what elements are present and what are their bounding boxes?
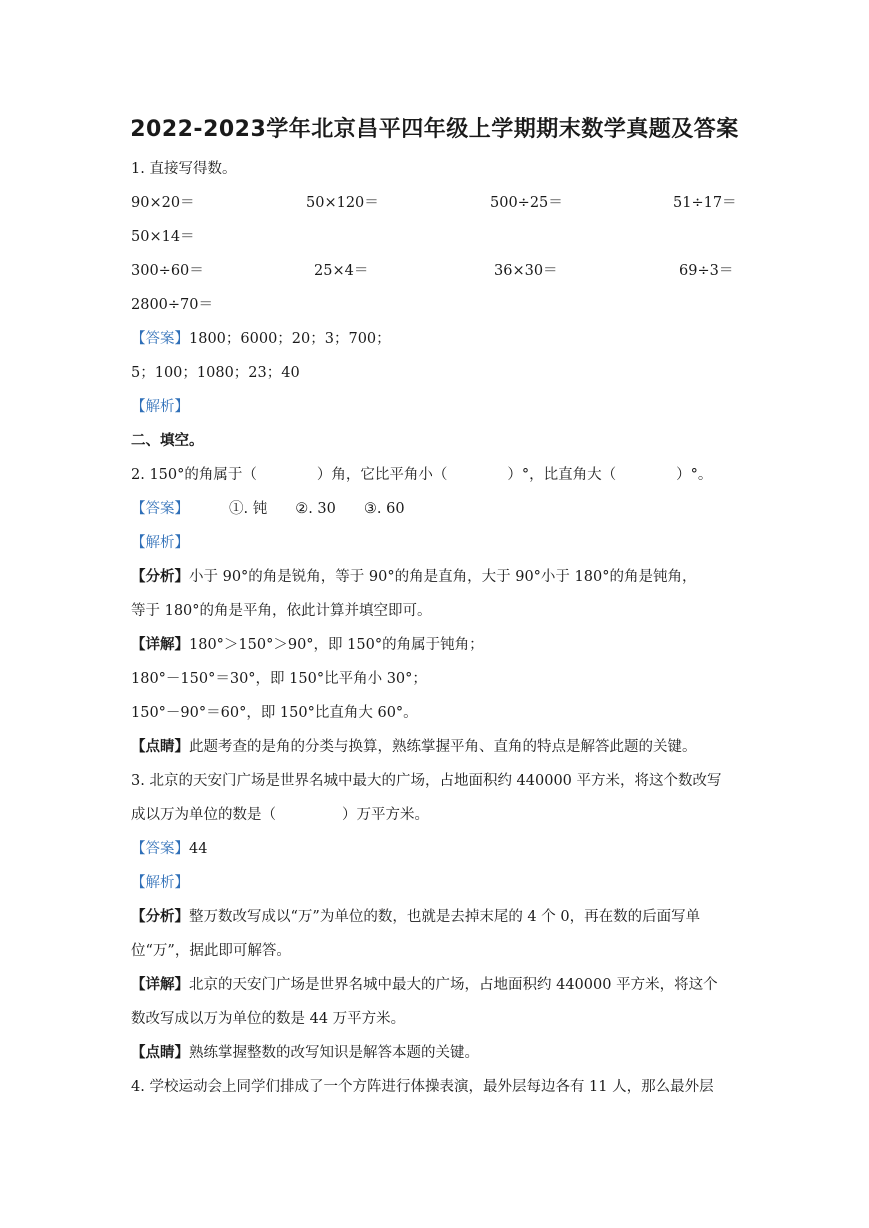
q2-text: ）°，比直角大（ xyxy=(507,467,617,483)
q1-heading: 1. 直接写得数。 xyxy=(131,161,237,177)
q3-analysis-tag: 【解析】 xyxy=(131,875,189,891)
q2-answer xyxy=(131,499,405,519)
answer-option: ③. 60 xyxy=(363,501,405,517)
q2-xiangjie xyxy=(131,635,484,655)
q2-analysis-tag: 【解析】 xyxy=(131,535,189,551)
answer-option: ②. 30 xyxy=(295,501,336,517)
xiangjie-text: 180°＞150°＞90°，即 150°的角属于钝角； xyxy=(189,637,484,653)
q2-fenxi xyxy=(131,567,696,587)
answer-tag: 【答案】 xyxy=(131,841,189,857)
q2-fenxi-cont: 等于 180°的角是平角，依此计算并填空即可。 xyxy=(131,603,432,619)
q1-analysis-tag: 【解析】 xyxy=(131,399,189,415)
xiangjie-tag: 【详解】 xyxy=(131,977,189,993)
answer-tag: 【答案】 xyxy=(131,501,189,517)
q3-xiangjie xyxy=(131,975,718,995)
answer-text: 1800；6000；20；3；700； xyxy=(189,331,391,347)
q1-expr: 50×14＝ xyxy=(131,229,195,245)
q3-text: 成以万为单位的数是（ xyxy=(131,807,276,823)
q3-answer xyxy=(131,839,207,859)
q1-expr: 500÷25＝ xyxy=(490,195,563,211)
q1-expr: 25×4＝ xyxy=(314,263,369,279)
q2-text: ）°。 xyxy=(676,467,713,483)
fenxi-tag: 【分析】 xyxy=(131,909,189,925)
answer-tag: 【答案】 xyxy=(131,331,189,347)
q2-xiangjie-cont: 150°－90°＝60°，即 150°比直角大 60°。 xyxy=(131,705,418,721)
answer-text: 44 xyxy=(189,841,208,857)
q2-xiangjie-cont: 180°－150°＝30°，即 150°比平角小 30°； xyxy=(131,671,427,687)
fenxi-tag: 【分析】 xyxy=(131,569,189,585)
q3-question-cont xyxy=(131,805,429,825)
fenxi-text: 整万数改写成以“万”为单位的数，也就是去掉末尾的 4 个 0，再在数的后面写单 xyxy=(189,909,701,925)
q1-expr: 90×20＝ xyxy=(131,195,195,211)
q3-fenxi-cont: 位“万”，据此即可解答。 xyxy=(131,943,291,959)
q3-text: ）万平方米。 xyxy=(342,807,429,823)
q1-expr: 50×120＝ xyxy=(306,195,379,211)
q1-expr: 69÷3＝ xyxy=(679,263,734,279)
q1-expr: 2800÷70＝ xyxy=(131,297,214,313)
q3-xiangjie-cont: 数改写成以万为单位的数是 44 万平方米。 xyxy=(131,1011,406,1027)
dianjing-text: 熟练掌握整数的改写知识是解答本题的关键。 xyxy=(189,1045,479,1061)
q2-text: ）角，它比平角小（ xyxy=(316,467,448,483)
xiangjie-text: 北京的天安门广场是世界名城中最大的广场，占地面积约 440000 平方米，将这个 xyxy=(189,977,718,993)
fenxi-text: 小于 90°的角是锐角，等于 90°的角是直角，大于 90°小于 180°的角是钝角， xyxy=(189,569,697,585)
dianjing-tag: 【点睛】 xyxy=(131,739,189,755)
q3-fenxi xyxy=(131,907,700,927)
q2-text: 2. 150°的角属于（ xyxy=(131,467,257,483)
answer-option: ①. 钝 xyxy=(229,501,268,517)
q1-answer xyxy=(131,329,391,349)
q1-answer-cont: 5；100；1080；23；40 xyxy=(131,365,300,381)
q3-question: 3. 北京的天安门广场是世界名城中最大的广场，占地面积约 440000 平方米，将这个数改写 xyxy=(131,773,722,789)
dianjing-text: 此题考查的是角的分类与换算，熟练掌握平角、直角的特点是解答此题的关键。 xyxy=(189,739,697,755)
q2-dianjing xyxy=(131,737,697,757)
q1-expr: 36×30＝ xyxy=(494,263,558,279)
document-title: 2022-2023学年北京昌平四年级上学期期末数学真题及答案 xyxy=(130,117,739,142)
xiangjie-tag: 【详解】 xyxy=(131,637,189,653)
q1-expr: 300÷60＝ xyxy=(131,263,204,279)
section-heading: 二、填空。 xyxy=(131,433,204,449)
q1-expr: 51÷17＝ xyxy=(673,195,737,211)
q4-question: 4. 学校运动会上同学们排成了一个方阵进行体操表演，最外层每边各有 11 人，那么最外层 xyxy=(131,1079,714,1095)
q3-dianjing xyxy=(131,1043,479,1063)
dianjing-tag: 【点睛】 xyxy=(131,1045,189,1061)
q2-question xyxy=(131,465,712,485)
